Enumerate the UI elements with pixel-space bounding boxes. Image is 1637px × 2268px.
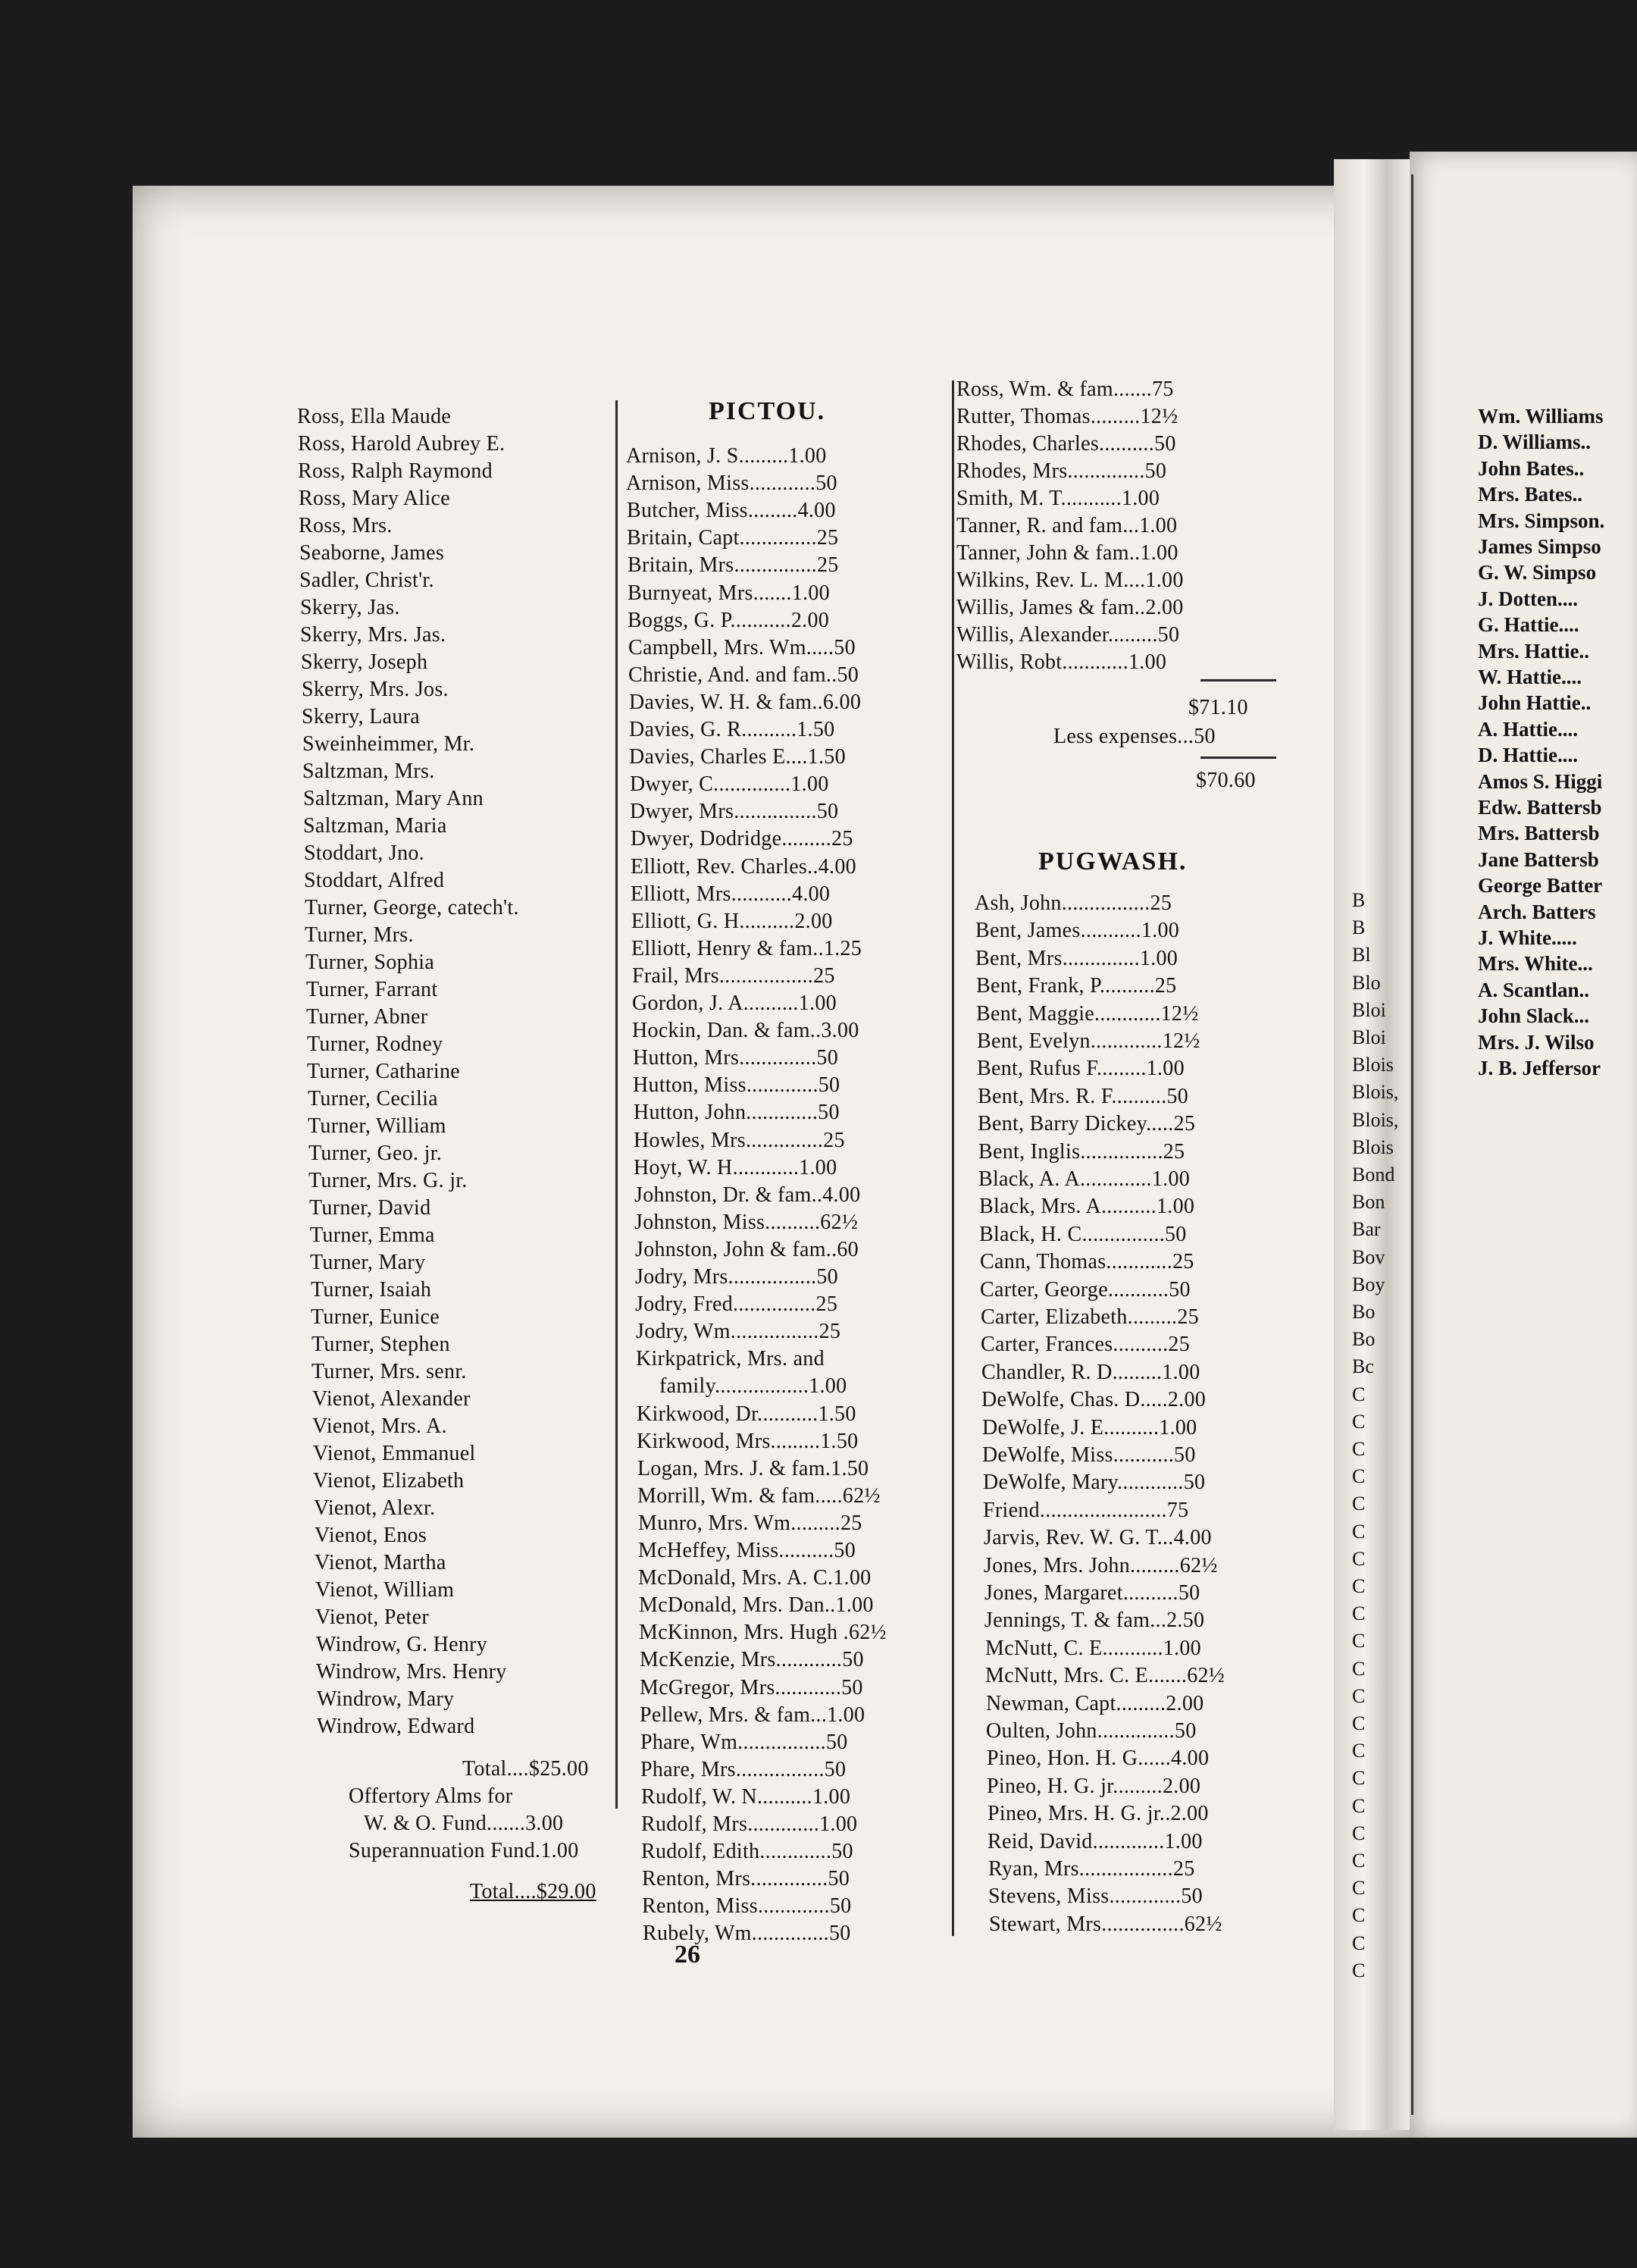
subscriber-entry: Butcher, Miss.........4.00 <box>627 499 836 523</box>
subscriber-entry: Bent, Frank, P..........25 <box>976 974 1177 998</box>
facing-page-entry: Edw. Battersb <box>1478 796 1602 819</box>
subscriber-entry: Turner, Rodney <box>307 1032 443 1056</box>
subscriber-entry: McHeffey, Miss..........50 <box>638 1539 856 1562</box>
facing-page-fragment: C <box>1352 1794 1366 1817</box>
subscriber-entry: Turner, David <box>309 1196 431 1220</box>
offertory-line-1: Offertory Alms for <box>349 1784 513 1808</box>
subscriber-entry: Windrow, Edward <box>317 1715 475 1738</box>
facing-page-fragment: Blois <box>1352 1054 1394 1076</box>
facing-page-fragment: Bo <box>1352 1328 1376 1351</box>
subscriber-entry: Windrow, G. Henry <box>316 1633 488 1656</box>
subscriber-entry: Britain, Capt..............25 <box>627 526 839 550</box>
subscriber-entry: Rudolf, W. N..........1.00 <box>641 1784 851 1809</box>
subscriber-entry: DeWolfe, J. E..........1.00 <box>982 1415 1197 1439</box>
subscriber-entry: Elliott, Henry & fam..1.25 <box>631 936 862 960</box>
subscriber-entry: Turner, Abner <box>306 1005 428 1029</box>
facing-page-fragment: Bov <box>1352 1245 1385 1268</box>
subscriber-entry: McKinnon, Mrs. Hugh .62½ <box>639 1621 887 1645</box>
subscriber-entry: Turner, Mary <box>310 1251 426 1274</box>
subscriber-entry: Vienot, Enos <box>315 1524 427 1547</box>
facing-page-entry: James Simpso <box>1478 535 1601 558</box>
subscriber-entry: Carter, George...........50 <box>980 1277 1191 1302</box>
subscriber-entry: Morrill, Wm. & fam.....62½ <box>637 1483 881 1508</box>
facing-page-fragment: C <box>1352 1850 1366 1872</box>
subscriber-entry: Oulten, John..............50 <box>986 1719 1197 1743</box>
facing-page-fragment: C <box>1352 1712 1366 1734</box>
subscriber-entry: Ross, Wm. & fam.......75 <box>956 377 1174 401</box>
subscriber-entry: Friend.......................75 <box>983 1498 1189 1522</box>
facing-page-fragment: C <box>1352 1575 1366 1597</box>
subscriber-entry: Hutton, John.............50 <box>634 1101 840 1125</box>
subscriber-entry: Jones, Margaret..........50 <box>984 1581 1200 1605</box>
subscriber-entry: Boggs, G. P...........2.00 <box>628 608 830 632</box>
subscriber-entry: Skerry, Laura <box>302 705 421 728</box>
pictou-column <box>626 443 967 1959</box>
facing-page-entry: Mrs. J. Wilso <box>1478 1030 1595 1054</box>
facing-page-fragment: C <box>1352 1630 1366 1652</box>
facing-page-entry: Jane Battersb <box>1478 847 1599 871</box>
pugwash-column <box>975 890 1308 1951</box>
pictou-total: $71.10 <box>1188 696 1248 719</box>
facing-page-entry: D. Williams.. <box>1478 431 1592 454</box>
facing-page-entry: Arch. Batters <box>1478 900 1596 923</box>
subscriber-entry: McKenzie, Mrs............50 <box>640 1648 864 1672</box>
subscriber-entry: Turner, Geo. jr. <box>308 1142 443 1165</box>
subscriber-entry: Vienot, Emmanuel <box>313 1442 476 1465</box>
facing-page-entry: Amos S. Higgi <box>1478 769 1603 793</box>
subscriber-entry: Turner, William <box>308 1114 446 1138</box>
subscriber-entry: Elliott, Rev. Charles..4.00 <box>631 854 856 879</box>
subscriber-entry: Skerry, Joseph <box>301 650 428 674</box>
subscriber-entry: Elliott, G. H..........2.00 <box>631 909 833 933</box>
subscriber-entry: Willis, James & fam..2.00 <box>956 596 1184 619</box>
total-line-2: Total....$29.00 <box>470 1880 596 1903</box>
facing-page-entry: George Batter <box>1478 874 1603 897</box>
subscriber-entry: Pineo, H. G. jr.........2.00 <box>987 1774 1201 1798</box>
subscriber-entry: Black, A. A.............1.00 <box>978 1167 1191 1191</box>
facing-page-fragment: C <box>1352 1602 1366 1625</box>
subscriber-entry: Pellew, Mrs. & fam...1.00 <box>640 1703 865 1727</box>
subscriber-entry: Davies, W. H. & fam..6.00 <box>629 690 862 714</box>
subscriber-entry: McDonald, Mrs. Dan..1.00 <box>639 1593 874 1618</box>
subscriber-entry: Black, Mrs. A..........1.00 <box>979 1195 1195 1219</box>
subscriber-entry: Saltzman, Mrs. <box>302 760 435 783</box>
subscriber-entry: DeWolfe, Miss...........50 <box>982 1443 1196 1467</box>
subscriber-entry: Willis, Robt............1.00 <box>956 650 1167 674</box>
subscriber-entry: Howles, Mrs..............25 <box>634 1128 845 1152</box>
facing-page-fragment: Blo <box>1352 971 1381 994</box>
subscriber-entry: Hoyt, W. H............1.00 <box>634 1155 837 1179</box>
facing-page-fragment: C <box>1352 1931 1366 1954</box>
subscriber-entry: Rudolf, Edith.............50 <box>641 1840 853 1864</box>
subscriber-entry: Vienot, William <box>315 1578 455 1602</box>
facing-page-fragment: B <box>1352 916 1366 939</box>
facing-page-entry: Mrs. Hattie.. <box>1478 639 1589 663</box>
facing-page-entry: Mrs. Battersb <box>1478 822 1600 845</box>
facing-page-fragment: B <box>1352 889 1366 911</box>
facing-page-entry: D. Hattie.... <box>1478 744 1578 767</box>
subscriber-entry: Elliott, Mrs...........4.00 <box>631 882 831 906</box>
subscriber-entry: Jennings, T. & fam...2.50 <box>984 1609 1205 1633</box>
facing-page-fragment: Bo <box>1352 1301 1376 1323</box>
subscriber-entry: Rhodes, Mrs..............50 <box>956 459 1167 483</box>
subscriber-entry: Willis, Alexander.........50 <box>956 623 1180 647</box>
facing-page-fragment: Bloi <box>1352 998 1386 1021</box>
subscriber-entry: Turner, Stephen <box>311 1333 450 1356</box>
facing-page-fragment: C <box>1352 1740 1366 1762</box>
subscriber-entry: Ryan, Mrs.................25 <box>988 1857 1195 1881</box>
subscriber-entry: Ross, Harold Aubrey E. <box>298 432 505 456</box>
subscriber-entry: Rutter, Thomas.........12½ <box>956 405 1178 428</box>
subscriber-entry: Bent, Inglis...............25 <box>978 1139 1185 1164</box>
subscriber-entry: Phare, Mrs................50 <box>640 1757 847 1781</box>
subscriber-entry: Saltzman, Mary Ann <box>303 787 484 810</box>
subscriber-entry: Jodry, Wm................25 <box>636 1320 841 1344</box>
subscriber-entry: Logan, Mrs. J. & fam.1.50 <box>637 1456 869 1480</box>
subscriber-entry: Stevens, Miss.............50 <box>988 1884 1203 1909</box>
subscriber-entry: Hockin, Dan. & fam..3.00 <box>632 1019 859 1043</box>
subscriber-entry: Newman, Capt.........2.00 <box>986 1691 1204 1715</box>
subscriber-entry: Jodry, Fred...............25 <box>635 1292 838 1317</box>
subscriber-entry: Munro, Mrs. Wm.........25 <box>638 1511 862 1535</box>
facing-page-entry: Mrs. Bates.. <box>1478 483 1582 506</box>
subscriber-entry: Jarvis, Rev. W. G. T...4.00 <box>984 1526 1212 1550</box>
subscriber-entry: McNutt, C. E...........1.00 <box>985 1636 1201 1660</box>
subscriber-entry: Ross, Mary Alice <box>299 487 451 510</box>
subscriber-entry: Hutton, Miss.............50 <box>633 1073 840 1098</box>
page-number: 26 <box>675 1941 700 1969</box>
subscriber-entry: Frail, Mrs.................25 <box>632 963 835 988</box>
subscriber-entry: Black, H. C...............50 <box>979 1222 1187 1246</box>
facing-page-fragment: C <box>1352 1959 1366 1981</box>
subscriber-entry: Dwyer, C..............1.00 <box>630 772 829 797</box>
sum-rule-2 <box>1200 757 1276 759</box>
subscriber-entry: Rubely, Wm..............50 <box>643 1922 851 1946</box>
subscriber-entry: Windrow, Mary <box>317 1687 455 1711</box>
subscriber-entry: Sadler, Christ'r. <box>299 569 434 592</box>
subscriber-entry: Bent, Mrs..............1.00 <box>975 946 1178 970</box>
facing-page-entry: A. Hattie.... <box>1478 717 1578 741</box>
facing-page-fragment: Bloi <box>1352 1026 1386 1048</box>
subscriber-entry: McDonald, Mrs. A. C.1.00 <box>638 1566 872 1590</box>
facing-page-fragment: C <box>1352 1493 1366 1515</box>
subscriber-entry: Bent, Evelyn.............12½ <box>977 1029 1200 1053</box>
subscriber-entry: Christie, And. and fam..50 <box>628 663 859 687</box>
facing-page-entry: W. Hattie.... <box>1478 666 1582 688</box>
subscriber-entry: Carter, Frances..........25 <box>981 1333 1191 1357</box>
subscriber-entry: Renton, Miss.............50 <box>642 1894 852 1919</box>
facing-page-entry: G. W. Simpso <box>1478 561 1597 584</box>
subscriber-entry: Jones, Mrs. John.........62½ <box>984 1553 1218 1577</box>
subscriber-entry: Burnyeat, Mrs.......1.00 <box>628 581 830 605</box>
facing-page-fragment: C <box>1352 1822 1366 1844</box>
subscriber-entry: Turner, George, catech't. <box>305 896 519 919</box>
subscriber-entry: Cann, Thomas............25 <box>980 1250 1194 1274</box>
subscriber-entry: Vienot, Elizabeth <box>313 1469 465 1493</box>
subscriber-entry: DeWolfe, Chas. D.....2.00 <box>981 1388 1207 1412</box>
facing-page-edge <box>1411 174 1413 2115</box>
facing-page-fragment: C <box>1352 1767 1366 1790</box>
subscriber-entry: Arnison, J. S.........1.00 <box>626 444 827 468</box>
subscriber-entry: Turner, Isaiah <box>311 1278 432 1302</box>
subscriber-entry: Turner, Catharine <box>307 1060 461 1083</box>
subscriber-entry: Renton, Mrs..............50 <box>642 1867 850 1891</box>
facing-page-fragments <box>1352 887 1408 1981</box>
subscriber-entry: Reid, David.............1.00 <box>988 1829 1203 1853</box>
subscriber-entry: Pineo, Hon. H. G......4.00 <box>987 1746 1210 1771</box>
subscriber-entry: Carter, Elizabeth.........25 <box>981 1305 1199 1329</box>
column-divider-1 <box>615 400 618 1809</box>
subscriber-entry: Sweinheimmer, Mr. <box>302 732 475 756</box>
subscriber-entry: Turner, Emma <box>310 1223 435 1247</box>
subscriber-entry: Turner, Cecilia <box>308 1087 438 1111</box>
subscriber-entry: McGregor, Mrs............50 <box>640 1675 863 1699</box>
subscriber-entry: McNutt, Mrs. C. E.......62½ <box>985 1664 1225 1688</box>
facing-page-fragment: Boy <box>1352 1273 1385 1295</box>
subscriber-entry: Smith, M. T...........1.00 <box>956 487 1160 510</box>
subscriber-entry: Jodry, Mrs................50 <box>635 1265 838 1289</box>
subscriber-entry: Stewart, Mrs...............62½ <box>989 1912 1222 1936</box>
subscriber-entry: Tanner, John & fam..1.00 <box>956 541 1178 565</box>
facing-page-fragment: Bond <box>1352 1164 1395 1186</box>
facing-page-column <box>1478 404 1631 1101</box>
subscriber-entry: Stoddart, Alfred <box>304 869 445 892</box>
facing-page-entry: A. Scantlan.. <box>1478 978 1590 1001</box>
subscriber-entry: Turner, Mrs. senr. <box>311 1360 467 1383</box>
facing-page-entry: J. B. Jeffersor <box>1478 1057 1601 1079</box>
subscriber-entry: Bent, James...........1.00 <box>975 919 1180 943</box>
facing-page-fragment: Bon <box>1352 1191 1385 1214</box>
subscriber-entry: Johnston, Miss..........62½ <box>634 1210 859 1234</box>
facing-page-fragment: C <box>1352 1547 1366 1570</box>
subscriber-entry: Bent, Barry Dickey.....25 <box>978 1112 1196 1136</box>
facing-page-fragment: Blois, <box>1352 1081 1399 1104</box>
subscriber-entry: Skerry, Jas. <box>300 596 400 619</box>
pictou-net: $70.60 <box>1196 769 1256 792</box>
subscriber-entry: Kirkwood, Mrs.........1.50 <box>637 1429 859 1453</box>
subscriber-entry: Davies, G. R..........1.50 <box>629 718 835 741</box>
subscriber-entry: Johnston, John & fam..60 <box>635 1237 859 1261</box>
subscriber-entry: Campbell, Mrs. Wm.....50 <box>628 635 856 659</box>
subscriber-entry: Ross, Ralph Raymond <box>298 459 493 483</box>
subscriber-entry: Vienot, Martha <box>315 1551 446 1574</box>
facing-page-entry: John Slack... <box>1478 1004 1590 1028</box>
subscriber-entry: Saltzman, Maria <box>303 814 447 838</box>
facing-page-entry: G. Hattie.... <box>1478 613 1579 637</box>
subscriber-entry: Turner, Eunice <box>311 1305 440 1329</box>
offertory-line-2: W. & O. Fund.......3.00 <box>364 1812 564 1835</box>
subscriber-entry: Rudolf, Mrs.............1.00 <box>641 1812 858 1836</box>
facing-page-fragment: C <box>1352 1383 1366 1405</box>
subscriber-entry: Hutton, Mrs..............50 <box>633 1046 838 1070</box>
facing-page-fragment: C <box>1352 1410 1366 1433</box>
facing-page-fragment: Bc <box>1352 1355 1374 1378</box>
facing-page-fragment: Blois, <box>1352 1108 1399 1131</box>
less-expenses: Less expenses...50 <box>1053 725 1216 748</box>
subscriber-entry: Turner, Mrs. G. jr. <box>308 1169 468 1192</box>
subscriber-entry: Dwyer, Mrs...............50 <box>630 800 839 824</box>
column-divider-2 <box>952 381 954 1936</box>
facing-page-entry: J. White..... <box>1478 926 1577 949</box>
subscriber-entry: Chandler, R. D.........1.00 <box>981 1360 1200 1384</box>
facing-page-fragment: Bl <box>1352 944 1371 966</box>
subscriber-entry: Kirkpatrick, Mrs. and <box>636 1347 825 1371</box>
sum-rule-1 <box>1200 679 1276 681</box>
subscriber-entry: Johnston, Dr. & fam..4.00 <box>634 1183 861 1207</box>
subscriber-entry: Ross, Ella Maude <box>297 405 452 428</box>
subscriber-entry: Phare, Wm................50 <box>640 1730 848 1754</box>
facing-page-entry: Mrs. Simpson. <box>1478 509 1605 532</box>
subscriber-entry: family.................1.00 <box>659 1374 847 1399</box>
subscriber-entry: Tanner, R. and fam...1.00 <box>956 514 1178 537</box>
subscriber-entry: Britain, Mrs...............25 <box>628 553 839 578</box>
subscriber-entry: Vienot, Alexr. <box>314 1496 436 1520</box>
facing-page-entry: Wm. Williams <box>1478 405 1604 428</box>
subscriber-entry: Vienot, Alexander <box>312 1387 471 1411</box>
subscriber-entry: Gordon, J. A..........1.00 <box>632 991 837 1015</box>
facing-page-fragment: C <box>1352 1465 1366 1488</box>
subscriber-entry: Turner, Mrs. <box>305 923 414 947</box>
subscriber-entry: Bent, Rufus F.........1.00 <box>977 1057 1185 1081</box>
subscriber-entry: DeWolfe, Mary............50 <box>983 1471 1206 1495</box>
facing-page-entry: J. Dotten.... <box>1478 587 1578 610</box>
facing-page-fragment: C <box>1352 1904 1366 1927</box>
subscriber-entry: Skerry, Mrs. Jos. <box>302 678 449 701</box>
subscriber-entry: Turner, Farrant <box>306 978 438 1001</box>
total-line-1: Total....$25.00 <box>462 1757 589 1781</box>
subscriber-entry: Skerry, Mrs. Jas. <box>300 623 446 647</box>
subscriber-entry: Davies, Charles E....1.50 <box>629 745 846 769</box>
pictou-heading: PICTOU. <box>709 397 826 425</box>
subscriber-entry: Windrow, Mrs. Henry <box>316 1660 507 1684</box>
pictou-continued-column <box>956 376 1290 694</box>
subscriber-entry: Ash, John................25 <box>975 891 1172 915</box>
subscriber-entry: Wilkins, Rev. L. M....1.00 <box>956 569 1184 592</box>
facing-page-entry: John Bates.. <box>1478 456 1585 480</box>
facing-page-entry: John Hattie.. <box>1478 691 1592 715</box>
subscriber-entry: Pineo, Mrs. H. G. jr..2.00 <box>988 1802 1209 1826</box>
facing-page-fragment: C <box>1352 1438 1366 1460</box>
facing-page-fragment: Bar <box>1352 1218 1381 1241</box>
subscriber-entry: Ross, Mrs. <box>299 514 393 537</box>
names-column-totals <box>303 1756 659 1938</box>
subscriber-entry: Dwyer, Dodridge.........25 <box>631 827 853 851</box>
subscriber-entry: Kirkwood, Dr...........1.50 <box>637 1402 856 1426</box>
names-column <box>297 403 615 1950</box>
subscriber-entry: Vienot, Peter <box>315 1605 429 1629</box>
subscriber-entry: Seaborne, James <box>299 541 445 565</box>
facing-page-fragment: C <box>1352 1877 1366 1900</box>
subscriber-entry: Bent, Mrs. R. F..........50 <box>978 1084 1189 1108</box>
pugwash-heading: PUGWASH. <box>1038 847 1188 876</box>
subscriber-entry: Bent, Maggie............12½ <box>976 1001 1199 1026</box>
subscriber-entry: Turner, Sophia <box>305 951 435 974</box>
facing-page-fragment: C <box>1352 1520 1366 1543</box>
superannuation-line: Superannuation Fund.1.00 <box>349 1839 579 1862</box>
facing-page-fragment: C <box>1352 1657 1366 1680</box>
subscriber-entry: Arnison, Miss............50 <box>626 471 837 496</box>
subscriber-entry: Rhodes, Charles..........50 <box>956 432 1176 456</box>
subscriber-entry: Vienot, Mrs. A. <box>312 1414 447 1438</box>
facing-page-fragment: C <box>1352 1684 1366 1707</box>
subscriber-entry: Stoddart, Jno. <box>304 841 424 865</box>
facing-page-entry: Mrs. White... <box>1478 952 1593 976</box>
facing-page-fragment: Blois <box>1352 1136 1394 1158</box>
